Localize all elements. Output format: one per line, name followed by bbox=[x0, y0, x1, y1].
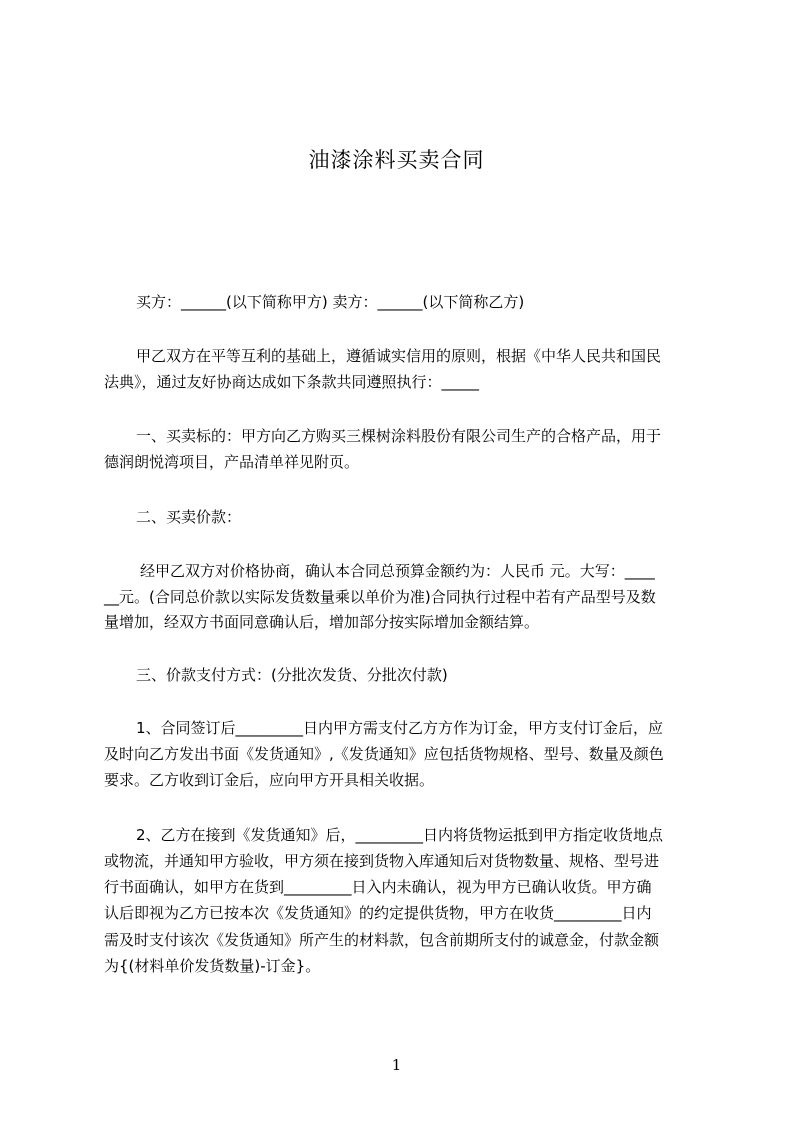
preamble-line-2: 法典》，通过友好协商达成如下条款共同遵照执行：_____ bbox=[104, 373, 480, 391]
clause-3-2-line-6: 为{(材料单价发货数量)-订金}。 bbox=[104, 957, 321, 975]
parties-line: 买方：______(以下简称甲方) 卖方：______(以下简称乙方) bbox=[136, 293, 525, 311]
clause-1-line-1: 一、买卖标的：甲方向乙方购买三棵树涂料股份有限公司生产的合格产品，用于 bbox=[136, 427, 662, 445]
clause-2-heading: 二、买卖价款： bbox=[136, 508, 242, 526]
clause-2-line-2: __元。(合同总价款以实际发货数量乘以单价为准)合同执行过程中若有产品型号及数 bbox=[104, 588, 656, 606]
clause-3-heading: 三、价款支付方式：(分批次发货、分批次付款) bbox=[136, 666, 448, 684]
clause-2-line-3: 量增加，经双方书面同意确认后，增加部分按实际增加金额结算。 bbox=[104, 613, 540, 631]
document-title: 油漆涂料买卖合同 bbox=[308, 148, 485, 172]
clause-3-2-line-3: 行书面确认，如甲方在货到_________日入内未确认，视为甲方已确认收货。甲方确 bbox=[104, 878, 652, 896]
clause-1-line-2: 德润朗悦湾项目，产品清单祥见附页。 bbox=[104, 453, 360, 471]
clause-3-2-line-1: 2、乙方在接到《发货通知》后，_________日内将货物运抵到甲方指定收货地点 bbox=[136, 826, 664, 844]
page-number: 1 bbox=[391, 1056, 402, 1074]
clause-3-1-line-1: 1、合同签订后_________日内甲方需支付乙方方作为订金，甲方支付订金后，应 bbox=[136, 719, 664, 737]
clause-3-2-line-4: 认后即视为乙方已按本次《发货通知》的约定提供货物，甲方在收货_________日内 bbox=[104, 904, 652, 922]
clause-3-1-line-3: 要求。乙方收到订金后，应向甲方开具相关收据。 bbox=[104, 771, 435, 789]
clause-3-2-line-2: 或物流，并通知甲方验收，甲方须在接到货物入库通知后对货物数量、规格、型号进 bbox=[104, 852, 660, 870]
preamble-line-1: 甲乙双方在平等互利的基础上，遵循诚实信用的原则，根据《中华人民共和国民 bbox=[136, 347, 662, 365]
clause-3-1-line-2: 及时向乙方发出书面《发货通知》,《发货通知》应包括货物规格、型号、数量及颜色 bbox=[104, 745, 664, 763]
clause-3-2-line-5: 需及时支付该次《发货通知》所产生的材料款，包含前期所支付的诚意金，付款金额 bbox=[104, 931, 660, 949]
clause-2-line-1: 经甲乙双方对价格协商，确认本合同总预算金额约为：人民币 元。大写：____ bbox=[140, 562, 655, 580]
